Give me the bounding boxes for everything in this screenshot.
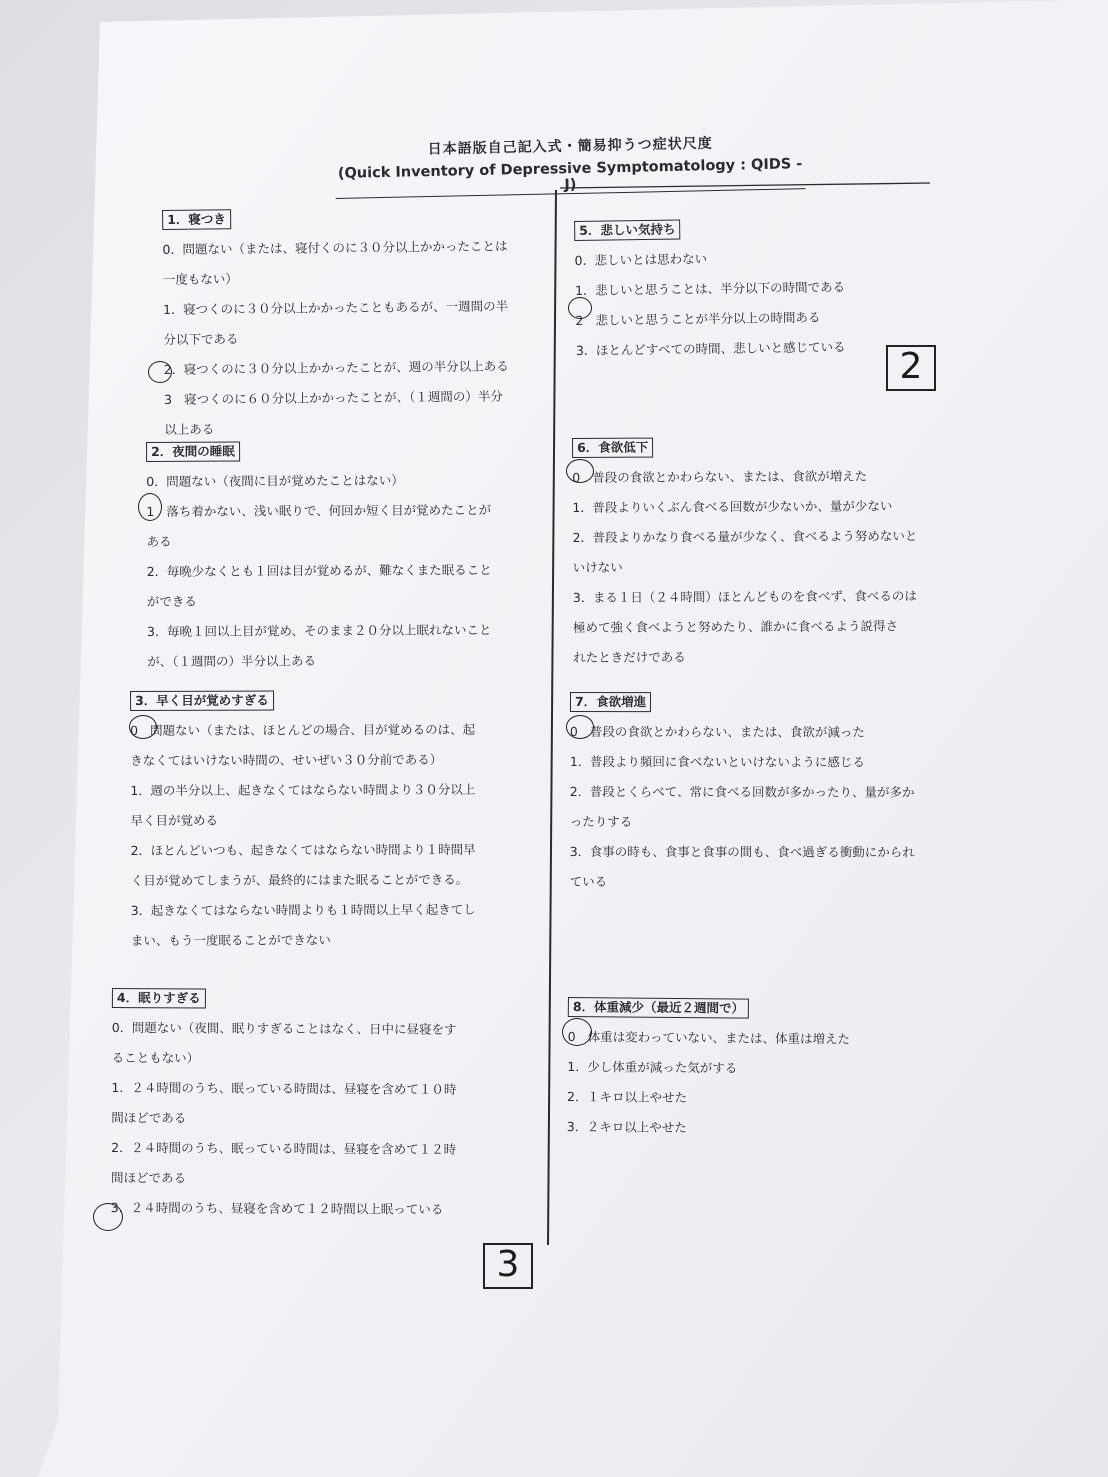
selection-circle [566,715,594,739]
option-3: 3．食事の時も、食事と食事の間も、食べ過ぎる衝動にかられ [569,843,915,860]
option-1-cont: 分以下である [163,331,239,347]
selection-circle [138,493,162,521]
option-2: 2 悲しいと思うことが半分以上の時間ある [575,309,821,328]
option-1: 1 落ち着かない、浅い眠りで、何回か短く目が覚めたことが [146,502,492,519]
option-0-cont: きなくてはいけない時間の、せいぜい３０分前である） [130,751,443,768]
item-heading: 4．眠りすぎる [112,988,206,1008]
option-0: 0．問題ない（または、寝付くのに３０分以上かかったことは [162,238,508,257]
option-3-cont-line: 極めて強く食べようと努めたり、誰かに食べるよう説得さ [572,618,899,635]
selection-circle [129,715,157,739]
item-heading: 2．夜間の睡眠 [146,442,240,462]
option-2-cont: 間ほどである [110,1169,187,1186]
option-2: 2．普段とくらべて、常に食べる回数が多かったり、量が多か [569,783,915,800]
item-heading: 3．早く目が覚めすぎる [130,690,274,711]
item-heading: 7．食欲増進 [570,692,651,712]
option-3: 3．まる１日（２４時間）ほとんどものを食べず、食べるのは [572,588,917,605]
item-1 [162,201,554,445]
option-0-cont: ることもない） [111,1049,200,1066]
item-5 [574,210,976,366]
selection-circle [568,297,592,319]
option-1: 1．寝つくのに３０分以上かかったこともあるが、一週間の半 [163,298,509,317]
item-heading: 6．食欲低下 [572,438,653,458]
item-2 [146,435,552,677]
item-7 [570,687,1010,898]
option-2: 2．２４時間のうち、眠っている時間は、昼寝を含めて１２時 [111,1139,457,1157]
selection-circle [562,1018,592,1046]
option-0: 0 普段の食欲とかわらない、または、食欲が増えた [572,468,868,485]
option-3: 3 寝つくのに６０分以上かかったことが、（１週間の）半分 [163,388,503,407]
option-3-cont: が、（１週間の）半分以上ある [147,653,316,669]
form-title-ja: 日本語版自己記入式・簡易抑うつ症状尺度 [427,135,713,158]
option-3-cont-line: れたときだけである [573,649,686,665]
option-1: 1．悲しいと思うことは、半分以下の時間である [574,279,846,298]
option-2-cont: く目が覚めてしまうが、最終的にはまた眠ることができる。 [130,871,469,888]
option-3-cont: まい、もう一度眠ることができない [130,932,331,948]
option-3-cont: 以上ある [164,421,215,437]
option-1: 1．普段よりいくぶん食べる回数が少ないか、量が少ない [572,498,893,515]
score-box-right: 2 [886,345,936,391]
option-0: 0 体重は変わっていない、または、体重は増えた [567,1028,851,1047]
option-1: 1．２４時間のうち、眠っている時間は、昼寝を含めて１０時 [111,1079,457,1097]
option-1-cont: ある [146,533,172,549]
option-1-cont: 早く目が覚める [130,812,219,828]
item-3 [130,685,551,956]
item-heading: 8．体重減少（最近２週間で） [568,997,749,1019]
option-2: 2．普段よりかなり食べる量が少なく、食べるよう努めないと [572,528,918,545]
option-2: 2．ほとんどいつも、起きなくてはならない時間より１時間早 [130,841,476,858]
option-0: 0．悲しいとは思わない [574,251,708,268]
option-2: 2．寝つくのに３０分以上かかったことが、週の半分以上ある [163,358,509,377]
score-box-left: 3 [483,1243,533,1289]
option-2: 2．毎晩少なくとも１回は目が覚めるが、難なくまた眠ること [146,562,492,579]
item-heading: 5．悲しい気持ち [574,220,680,241]
option-0: 0 普段の食欲とかわらない、または、食欲が減った [569,723,865,740]
selection-circle [148,361,172,383]
option-1: 1．普段より頻回に食べないといけないように感じる [569,753,865,770]
option-3-cont [573,611,1003,673]
option-2-cont: いけない [572,559,623,575]
option-3: 3．毎晩１回以上目が覚め、そのまま２０分以上眠れないこと [146,622,492,639]
selection-circle [566,459,594,483]
option-1-cont: 間ほどである [111,1109,187,1126]
option-2: 2．１キロ以上やせた [567,1088,688,1106]
option-1: 1．少し体重が減った気がする [567,1058,738,1076]
option-3: 3．２キロ以上やせた [566,1118,687,1136]
option-3: 3．起きなくてはならない時間よりも１時間以上早く起きてし [130,901,476,918]
option-3: 3．ほとんどすべての時間、悲しいと感じている [575,339,846,358]
option-0: 0 問題ない（または、ほとんどの場合、目が覚めるのは、起 [130,721,476,738]
item-4 [111,983,542,1225]
selection-circle [93,1203,123,1231]
option-0: 0．問題ない（夜間、眠りすぎることはなく、日中に昼寝をす [111,1019,457,1037]
form-title-en: (Quick Inventory of Depressive Symptomatology : QIDS -J) [335,156,806,199]
option-3: 3．２４時間のうち、昼寝を含めて１２時間以上眠っている [110,1199,444,1217]
option-0-cont: 一度もない） [162,271,238,287]
option-2-cont: ができる [146,593,197,609]
option-3-cont: ている [569,873,608,890]
item-heading: 1．寝つき [162,209,231,230]
item-6 [572,431,1003,673]
option-1: 1．週の半分以上、起きなくてはならない時間より３０分以上 [130,781,476,798]
option-2-cont: ったりする [569,813,633,830]
item-8 [567,992,1008,1146]
option-0: 0．問題ない（夜間に目が覚めたことはない） [146,472,404,489]
